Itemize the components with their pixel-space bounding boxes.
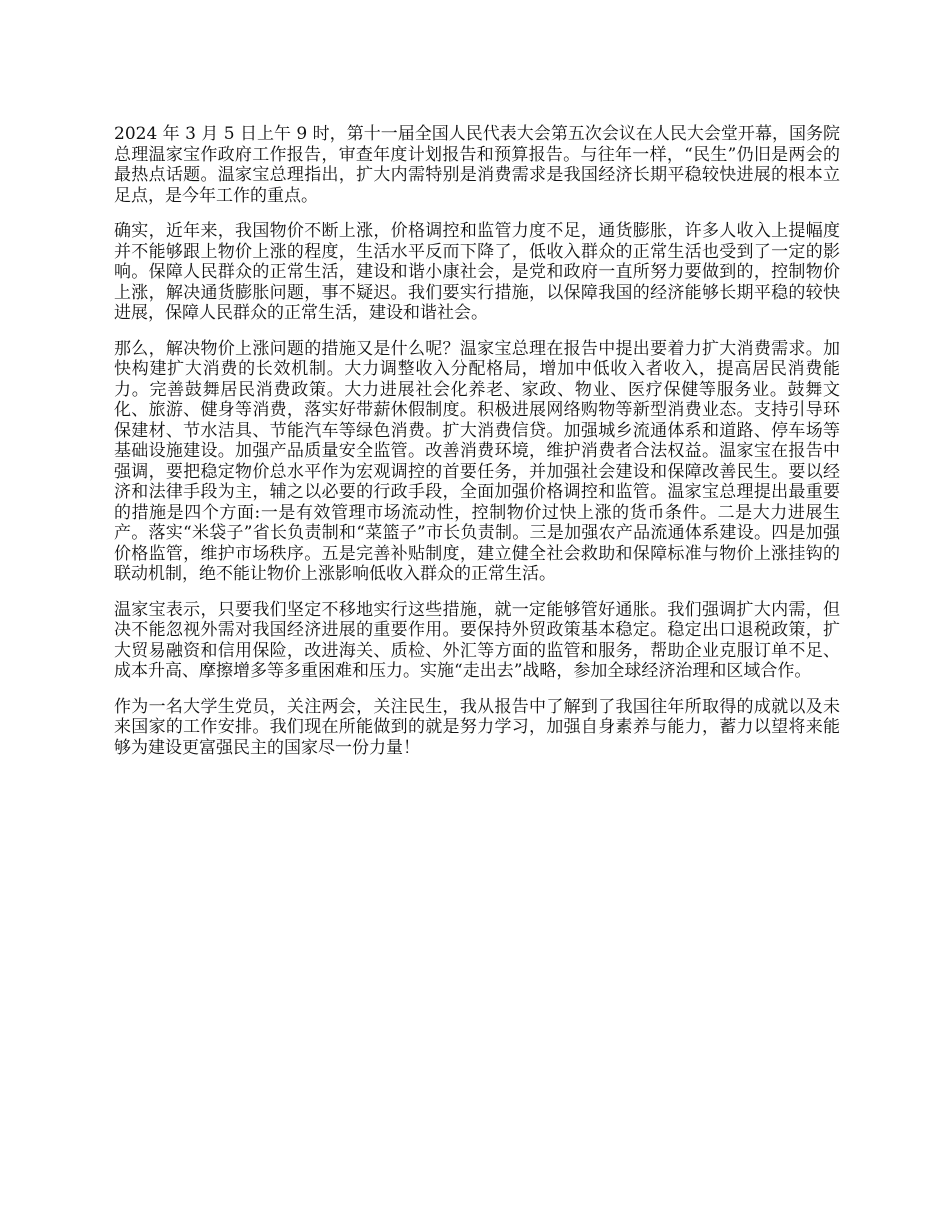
paragraph-external-demand: 温家宝表示，只要我们坚定不移地实行这些措施，就一定能够管好通胀。我们强调扩大内需，但决不能忽视外需对我国经济进展的重要作用。要保持外贸政策基本稳定。稳定出口退税政策，扩大贸易融资和信用保险，改进海关、质检、外汇等方面的监管和服务，帮助企业克服订单不足、成本升高、摩擦增多等多重困难和压力。实施“走出去”战略，参加全球经济治理和区域合作。: [114, 599, 840, 681]
paragraph-price-rise: 确实，近年来，我国物价不断上涨，价格调控和监管力度不足，通货膨胀，许多人收入上提幅度并不能够跟上物价上涨的程度，生活水平反而下降了，低收入群众的正常生活也受到了一定的影响。保障人民群众的正常生活，建设和谐小康社会，是党和政府一直所努力要做到的，控制物价上涨，解决通货膨胀问题，事不疑迟。我们要实行措施，以保障我国的经济能够长期平稳的较快进展，保障人民群众的正常生活，建设和谐社会。: [114, 221, 840, 323]
document-body: [114, 124, 840, 773]
paragraph-intro: 2024 年 3 月 5 日上午 9 时，第十一届全国人民代表大会第五次会议在人民大会堂开幕，国务院总理温家宝作政府工作报告，审查年度计划报告和预算报告。与往年一样，“民生”仍旧是两会的最热点话题。温家宝总理指出，扩大内需特别是消费需求是我国经济长期平稳较快进展的根本立足点，是今年工作的重点。: [114, 124, 840, 206]
paragraph-measures: 那么，解决物价上涨问题的措施又是什么呢？温家宝总理在报告中提出要着力扩大消费需求。加快构建扩大消费的长效机制。大力调整收入分配格局，增加中低收入者收入，提高居民消费能力。完善鼓舞居民消费政策。大力进展社会化养老、家政、物业、医疗保健等服务业。鼓舞文化、旅游、健身等消费，落实好带薪休假制度。积极进展网络购物等新型消费业态。支持引导环保建材、节水洁具、节能汽车等绿色消费。扩大消费信贷。加强城乡流通体系和道路、停车场等基础设施建设。加强产品质量安全监管。改善消费环境，维护消费者合法权益。温家宝在报告中强调，要把稳定物价总水平作为宏观调控的首要任务，并加强社会建设和保障改善民生。要以经济和法律手段为主，辅之以必要的行政手段，全面加强价格调控和监管。温家宝总理提出最重要的措施是四个方面:一是有效管理市场流动性，控制物价过快上涨的货币条件。二是大力进展生产。落实“米袋子”省长负责制和“菜篮子”市长负责制。三是加强农产品流通体系建设。四是加强价格监管，维护市场秩序。五是完善补贴制度，建立健全社会救助和保障标准与物价上涨挂钩的联动机制，绝不能让物价上涨影响低收入群众的正常生活。: [114, 338, 840, 584]
paragraph-conclusion: 作为一名大学生党员，关注两会，关注民生，我从报告中了解到了我国往年所取得的成就以及未来国家的工作安排。我们现在所能做到的就是努力学习，加强自身素养与能力，蓄力以望将来能够为建设更富强民主的国家尽一份力量！: [114, 696, 840, 758]
